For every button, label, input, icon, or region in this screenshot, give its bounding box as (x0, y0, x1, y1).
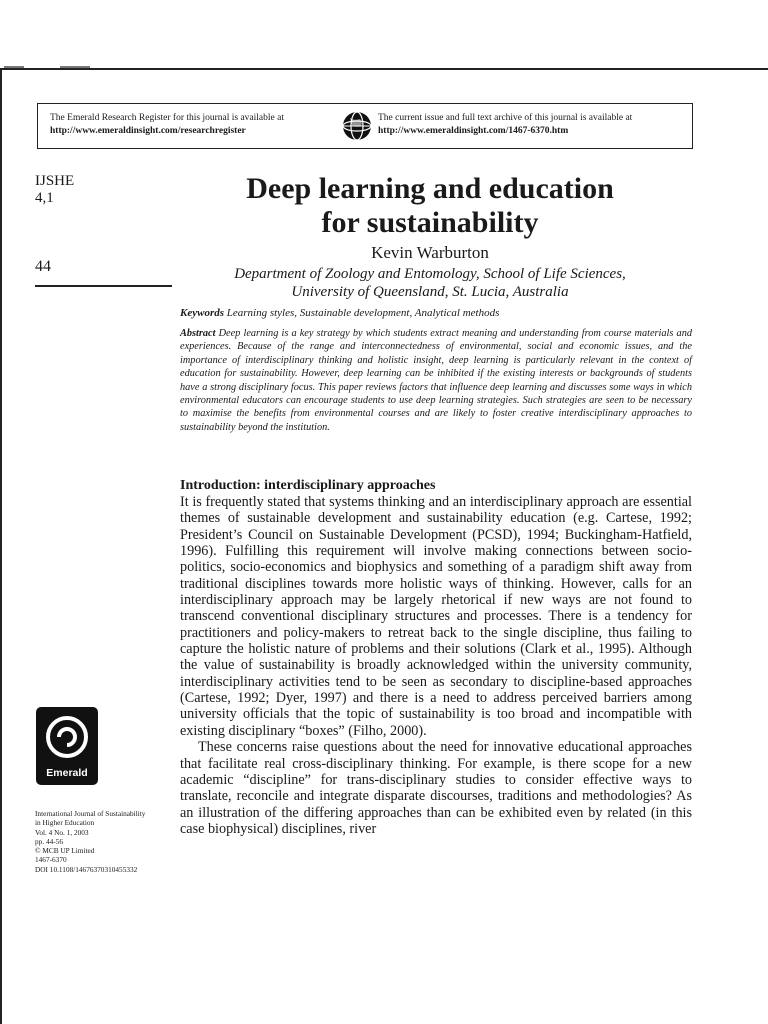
emerald-logo (36, 707, 98, 785)
affiliation-line-2: University of Queensland, St. Lucia, Australia (291, 284, 569, 300)
citation-block (35, 809, 185, 874)
full-text-archive-link[interactable]: http://www.emeraldinsight.com/1467-6370.htm (378, 126, 569, 136)
citation-line: DOI 10.1108/14676370310455332 (35, 864, 138, 874)
research-register-link[interactable]: http://www.emeraldinsight.com/researchregister (50, 126, 246, 136)
section-heading: Introduction: interdisciplinary approaches (180, 478, 436, 493)
article-title-line-1: Deep learning and education (246, 172, 614, 205)
article-title (180, 172, 680, 240)
top-rule (0, 68, 768, 70)
author-name: Kevin Warburton (371, 243, 489, 262)
affiliation-line-1: Department of Zoology and Entomology, School of Life Sciences, (234, 266, 626, 282)
journal-code (35, 173, 74, 207)
citation-line: 1467-6370 (35, 855, 67, 865)
journal-abbreviation: IJSHE (35, 173, 75, 189)
citation-line: pp. 44-56 (35, 836, 63, 846)
article-title-line-2: for sustainability (321, 206, 539, 239)
page-number-rule (35, 285, 172, 287)
full-text-archive-notice (378, 112, 690, 138)
body-text (180, 494, 692, 837)
left-rule (0, 70, 2, 1024)
keywords-list: Learning styles, Sustainable development, Analytical methods (226, 307, 500, 319)
journal-availability-box (37, 103, 693, 149)
globe-icon (341, 110, 373, 142)
abstract-text: Deep learning is a key strategy by which students extract meaning and understanding from course materials and experiences. Because of the range and interconnectedness of environmental, social and economic issues, and the importance of interdisciplinary thinking and holistic insight, deep learning is particularly relevant in the context of education for sustainability. However, deep learning can be inhibited if the existing interests or backgrounds of students have a strong disciplinary focus. This paper reviews factors that influence deep learning and discusses some ways in which environmental educators can encourage students to use deep learning strategies. Such strategies are seen to be necessary to maximise the benefits from environmental courses and are likely to foster creative interdisciplinary approaches to sustainability beyond the institution. (180, 328, 692, 433)
citation-line: © MCB UP Limited (35, 846, 95, 856)
scan-artifact (60, 66, 90, 68)
emerald-swirl-icon (36, 707, 98, 765)
abstract (180, 327, 692, 434)
abstract-label: Abstract (180, 328, 216, 339)
research-register-text: The Emerald Research Register for this journal is available at (50, 113, 284, 123)
full-text-archive-text: The current issue and full text archive of this journal is available at (378, 113, 633, 123)
research-register-notice (50, 112, 350, 138)
citation-line: Vol. 4 No. 1, 2003 (35, 827, 89, 837)
page-number: 44 (35, 258, 51, 275)
author-affiliation (180, 265, 680, 301)
scan-artifact (4, 66, 24, 68)
citation-line: in Higher Education (35, 818, 95, 828)
paragraph: These concerns raise questions about the need for innovative educational approaches that facilitate real cross-disciplinary thinking. For example, is there scope for a new academic “discipline” for trans-disciplinary studies to consider effective ways to translate, reconcile and integrate disparate discourses, traditions and methodologies? As an illustration of the differing approaches than can be exhibited even by related (in this case biophysical) disciplines, river (180, 739, 692, 837)
keywords-label: Keywords (180, 307, 224, 319)
volume-issue: 4,1 (35, 190, 54, 206)
emerald-logo-text: Emerald (46, 767, 88, 779)
paragraph: It is frequently stated that systems thinking and an interdisciplinary approach are essential themes of sustainable development and sustainability education (e.g. Cartese, 1992; President’s Council on Sustainable Development (PCSD), 1994; Buckingham-Hatfield, 1996). Fulfilling this requirement will involve making connections between socio-politics, socio-economics and biophysics and something of a paradigm shift away from traditional disciplines towards more holistic ways of thinking. However, calls for an interdisciplinary approach may be largely rhetorical if new ways are not found to transcend conventional disciplinary structures and processes. There is a tendency for practitioners and policy-makers to retreat back to the single discipline, thus failing to capture the holistic nature of problems and their solutions (Clark et al., 1995). Although the value of sustainability is broadly acknowledged within the university community, interdisciplinary activities tend to be seen as secondary to discipline-based approaches (Cartese, 1992; Dyer, 1997) and there is a need to address perceived barriers among university officials that the topic of sustainability is too broad and incompatible with existing disciplinary “boxes” (Filho, 2000). (180, 494, 692, 739)
keywords (180, 307, 692, 319)
citation-line: International Journal of Sustainability (35, 809, 146, 818)
